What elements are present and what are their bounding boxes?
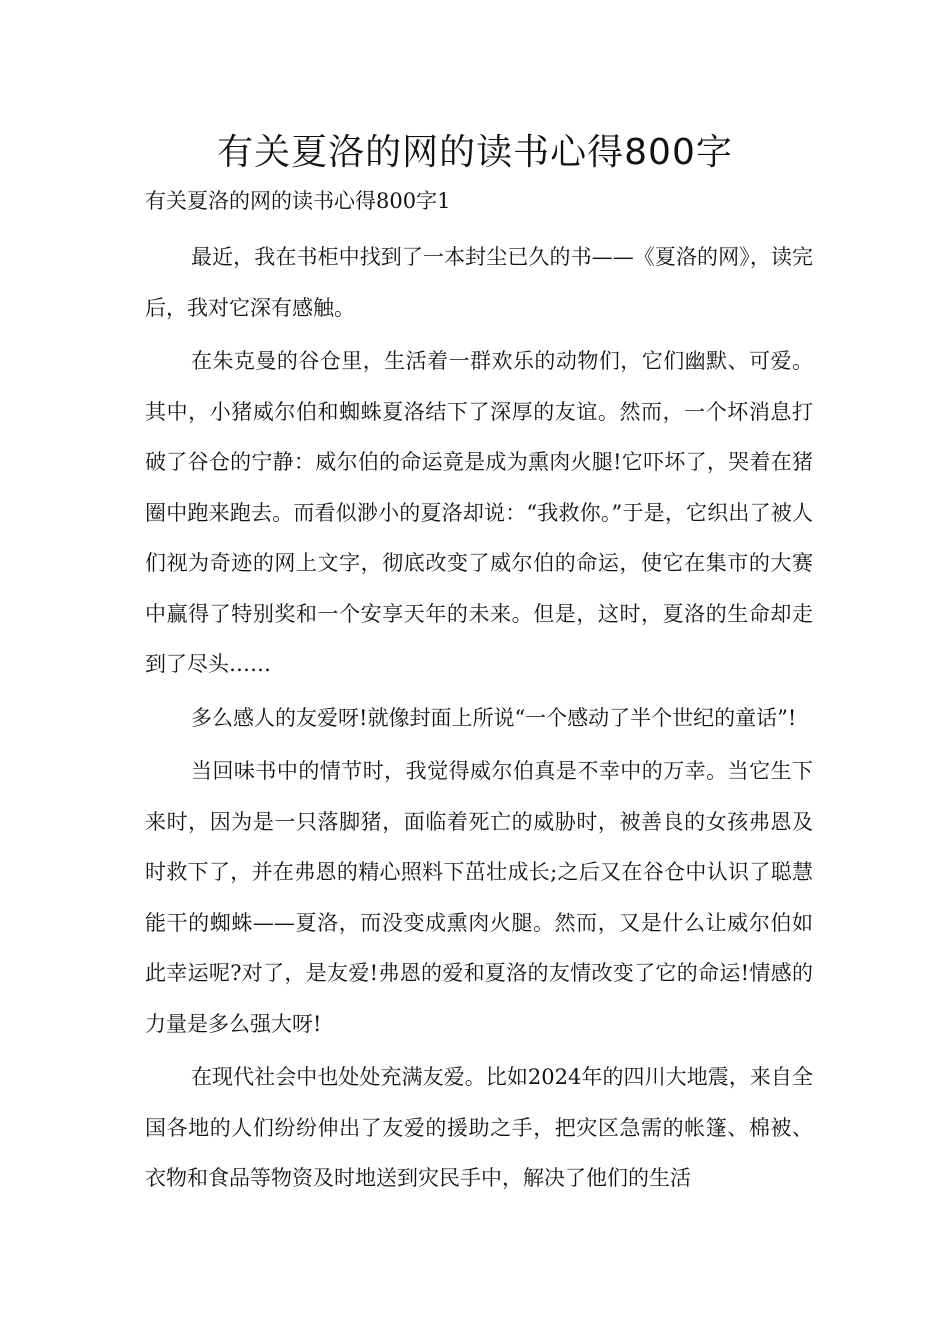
paragraph: 当回味书中的情节时，我觉得威尔伯真是不幸中的万幸。当它生下来时，因为是一只落脚猪，面临着死亡的威胁时，被善良的女孩弗恩及时救下了，并在弗恩的精心照料下茁壮成长;之后又在谷仓中认识了聪慧能干的蜘蛛——夏洛，而没变成熏肉火腿。然而，又是什么让威尔伯如此幸运呢?对了，是友爱!弗恩的爱和夏洛的友情改变了它的命运!情感的力量是多么强大呀! (145, 759, 813, 1036)
document-body (145, 232, 813, 1207)
paragraph: 多么感人的友爱呀!就像封面上所说“一个感动了半个世纪的童话”! (191, 705, 797, 730)
paragraph: 最近，我在书柜中找到了一本封尘已久的书——《夏洛的网》，读完后，我对它深有感触。 (145, 245, 813, 320)
paragraph: 在现代社会中也处处充满友爱。比如2024年的四川大地震，来自全国各地的人们纷纷伸出了友爱的援助之手，把灾区急需的帐篷、棉被、衣物和食品等物资及时地送到灾民手中，解决了他们的生活 (145, 1065, 813, 1190)
document-title: 有关夏洛的网的读书心得800字 (217, 132, 733, 173)
document-subtitle: 有关夏洛的网的读书心得800字1 (145, 189, 451, 213)
paragraph: 在朱克曼的谷仓里，生活着一群欢乐的动物们，它们幽默、可爱。其中，小猪威尔伯和蜘蛛夏洛结下了深厚的友谊。然而，一个坏消息打破了谷仓的宁静：威尔伯的命运竟是成为熏肉火腿!它吓坏了，哭着在猪圈中跑来跑去。而看似渺小的夏洛却说：“我救你。”于是，它织出了被人们视为奇迹的网上文字，彻底改变了威尔伯的命运，使它在集市的大赛中赢得了特别奖和一个安享天年的未来。但是，这时，夏洛的生命却走到了尽头…… (145, 349, 813, 676)
